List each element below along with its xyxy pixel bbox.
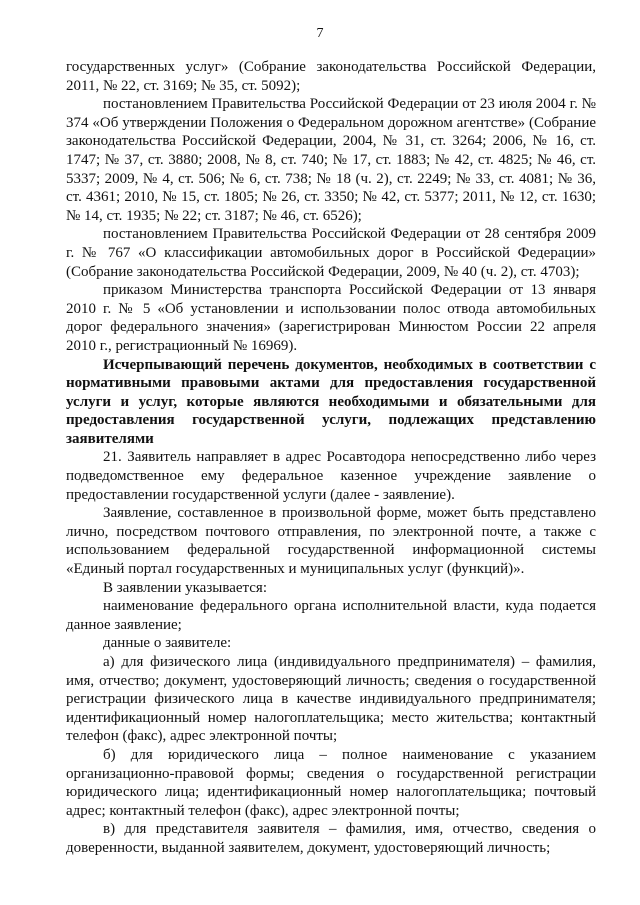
paragraph-13: в) для представителя заявителя – фамилия, имя, отчество, сведения о доверенности, выданной заявителем, документ, удостоверяющий личность; [66, 821, 596, 856]
paragraph-8: В заявлении указывается: [103, 579, 267, 596]
paragraph-10: данные о заявителе: [103, 635, 232, 652]
paragraph-4: приказом Министерства транспорта Российской Федерации от 13 января 2010 г. № 5 «Об установлении и использовании полос отвода автомобильных дорог федерального значения» (зарегистрирован Минюстом России 22 апреля 2010 г., регистрационный № 16969). [66, 282, 596, 354]
paragraph-6: 21. Заявитель направляет в адрес Росавтодора непосредственно либо через подведомственное ему федеральное казенное учреждение заявление о предоставлении государственной услуги (далее - заявление). [66, 449, 596, 503]
paragraph-11: а) для физического лица (индивидуального предпринимателя) – фамилия, имя, отчество; документ, удостоверяющий личность; сведения о государственной регистрации физического лица в качестве индивидуального предпринимателя; идентификационный номер налогоплательщика; место жительства; контактный телефон (факс), адрес электронной почты; [66, 654, 596, 745]
paragraph-3: постановлением Правительства Российской Федерации от 28 сентября 2009 г. № 767 «О классификации автомобильных дорог в Российской Федерации» (Собрание законодательства Российской Федерации, 2009, № 40 (ч. 2), ст. 4703); [66, 226, 596, 280]
page-number: 7 [316, 26, 324, 41]
paragraph-7: Заявление, составленное в произвольной форме, может быть представлено лично, посредством почтового отправления, по электронной почте, а также с использованием федеральной государственной информационной системы «Единый портал государственных и муниципальных услуг (функций)». [66, 505, 596, 578]
paragraph-9: наименование федерального органа исполнительной власти, куда подается данное заявление; [66, 598, 596, 633]
paragraph-2: постановлением Правительства Российской Федерации от 23 июля 2004 г. № 374 «Об утверждении Положения о Федеральном дорожном агентстве» (Собрание законодательства Российской Федерации, 2004, № 31, ст. 3264; 2006, № 16, ст. 1747; № 37, ст. 3880; 2008, № 8, ст. 740; № 17, ст. 1883; № 42, ст. 4825; № 46, ст. 5337; 2009, № 4, ст. 506; № 6, ст. 738; № 18 (ч. 2), ст. 2249; № 33, ст. 4081; № 36, ст. 4361; 2010, № 15, ст. 1805; № 26, ст. 3350; № 42, ст. 5377; 2011, № 12, ст. 1630; № 14, ст. 1935; № 22; ст. 3187; № 46, ст. 6526); [66, 96, 596, 224]
document-body [66, 58, 596, 858]
paragraph-1: государственных услуг» (Собрание законодательства Российской Федерации, 2011, № 22, ст. 3169; № 35, ст. 5092); [66, 59, 596, 94]
section-heading: Исчерпывающий перечень документов, необходимых в соответствии с нормативными правовыми актами для предоставления государственной услуги и услуг, которые являются необходимыми и обязательными для предоставления государственной услуги, подлежащих представлению заявителями [66, 356, 596, 447]
paragraph-12: б) для юридического лица – полное наименование с указанием организационно-правовой формы; сведения о государственной регистрации юридического лица; идентификационный номер налогоплательщика; почтовый адрес; контактный телефон (факс), адрес электронной почты; [66, 746, 596, 819]
